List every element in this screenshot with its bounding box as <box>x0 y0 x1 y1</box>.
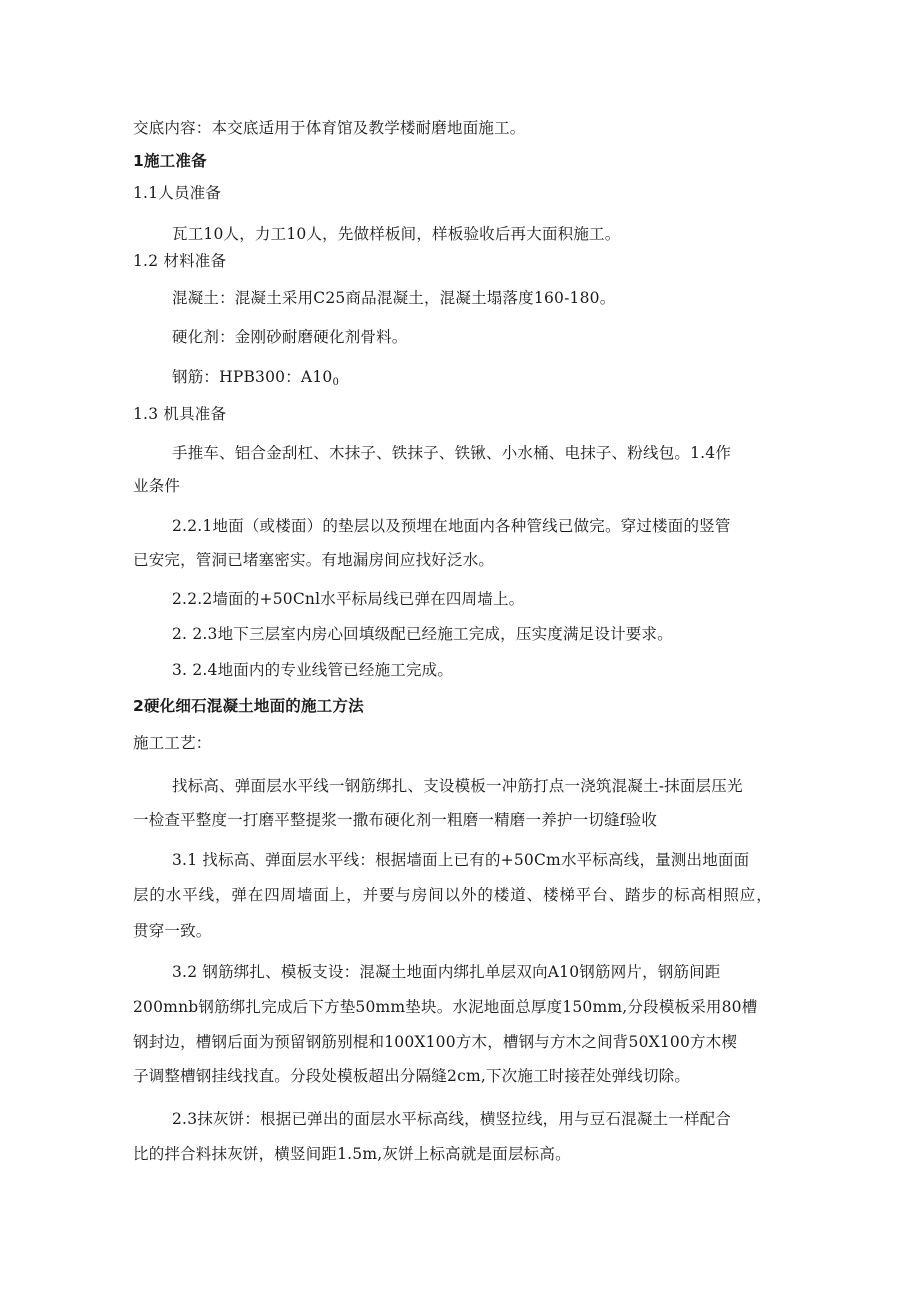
subsection-1-2-heading: 1.2 材料准备 <box>133 252 227 270</box>
concrete-paragraph: 混凝土：混凝土采用C25商品混凝土，混凝土塌落度160-180。 <box>172 289 616 307</box>
item-221-line-2: 已安完，管洞已堵塞密实。有地漏房间应找好泛水。 <box>133 551 495 569</box>
step-31-line-1: 3.1 找标高、弹面层水平线：根据墙面上已有的+50Cm水平标高线，量测出地面面 <box>172 851 750 869</box>
step-32-line-3: 钢封边，槽钢后面为预留钢筋别棍和100X100方木，槽钢与方木之间背50X100方木楔 <box>133 1033 738 1051</box>
rebar-paragraph <box>172 366 339 394</box>
hardener-paragraph: 硬化剂：金刚砂耐磨硬化剂骨料。 <box>172 328 408 346</box>
step-32-line-2: 200mnb钢筋绑扎完成后下方垫50mm垫块。水泥地面总厚度150mm,分段模板采用80槽 <box>133 998 758 1016</box>
step-31-line-3: 贯穿一致。 <box>133 922 212 940</box>
step-31-line-2: 层的水平线，弹在四周墙面上，并要与房间以外的楼道、楼梯平台、踏步的标高相照应， <box>133 886 773 904</box>
tools-line-1: 手推车、铝合金刮杠、木抹子、铁抹子、铁锹、小水桶、电抹子、粉线包。1.4作 <box>172 444 732 462</box>
subsection-1-1-heading: 1.1人员准备 <box>133 184 222 202</box>
section-heading-2: 2硬化细石混凝土地面的施工方法 <box>133 697 364 715</box>
tools-line-2: 业条件 <box>133 477 181 495</box>
item-223: 2. 2.3地下三层室内房心回填级配已经施工完成，压实度满足设计要求。 <box>172 625 673 643</box>
process-line-1: 找标高、弹面层水平线一钢筋绑扎、支设模板一冲筋打点一浇筑混凝土-抹面层压光 <box>172 777 743 795</box>
process-label: 施工工艺： <box>133 734 212 752</box>
item-222: 2.2.2墙面的+50Cnl水平标局线已弹在四周墙上。 <box>172 590 525 608</box>
intro-text: 交底内容：本交底适用于体育馆及教学楼耐磨地面施工。 <box>133 119 526 137</box>
rebar-subscript: 0 <box>332 377 340 388</box>
subsection-1-3-heading: 1.3 机具准备 <box>133 405 227 423</box>
step-23-line-1: 2.3抹灰饼：根据已弹出的面层水平标高线，横竖拉线，用与豆石混凝土一样配合 <box>172 1110 732 1128</box>
item-221-line-1: 2.2.1地面（或楼面）的垫层以及预埋在地面内各种管线已做完。穿过楼面的竖管 <box>172 517 731 535</box>
section-heading-1: 1施工准备 <box>133 152 207 170</box>
step-32-line-4: 子调整槽钢挂线找直。分段处模板超出分隔缝2cm,下次施工时接茬处弹线切除。 <box>133 1067 691 1085</box>
step-23-line-2: 比的拌合料抹灰饼，横竖间距1.5m,灰饼上标高就是面层标高。 <box>133 1145 571 1163</box>
staff-paragraph: 瓦工10人，力工10人，先做样板间，样板验收后再大面积施工。 <box>172 225 621 243</box>
rebar-text: 钢筋：HPB300：A10 <box>172 368 333 386</box>
step-32-line-1: 3.2 钢筋绑扎、模板支设：混凝土地面内绑扎单层双向A10钢筋网片，钢筋间距 <box>172 963 721 981</box>
item-224: 3. 2.4地面内的专业线管已经施工完成。 <box>172 661 454 679</box>
process-line-2: 一检查平整度一打磨平整提浆一撒布硬化剂一粗磨一精磨一养护一切缝f验收 <box>133 811 658 829</box>
